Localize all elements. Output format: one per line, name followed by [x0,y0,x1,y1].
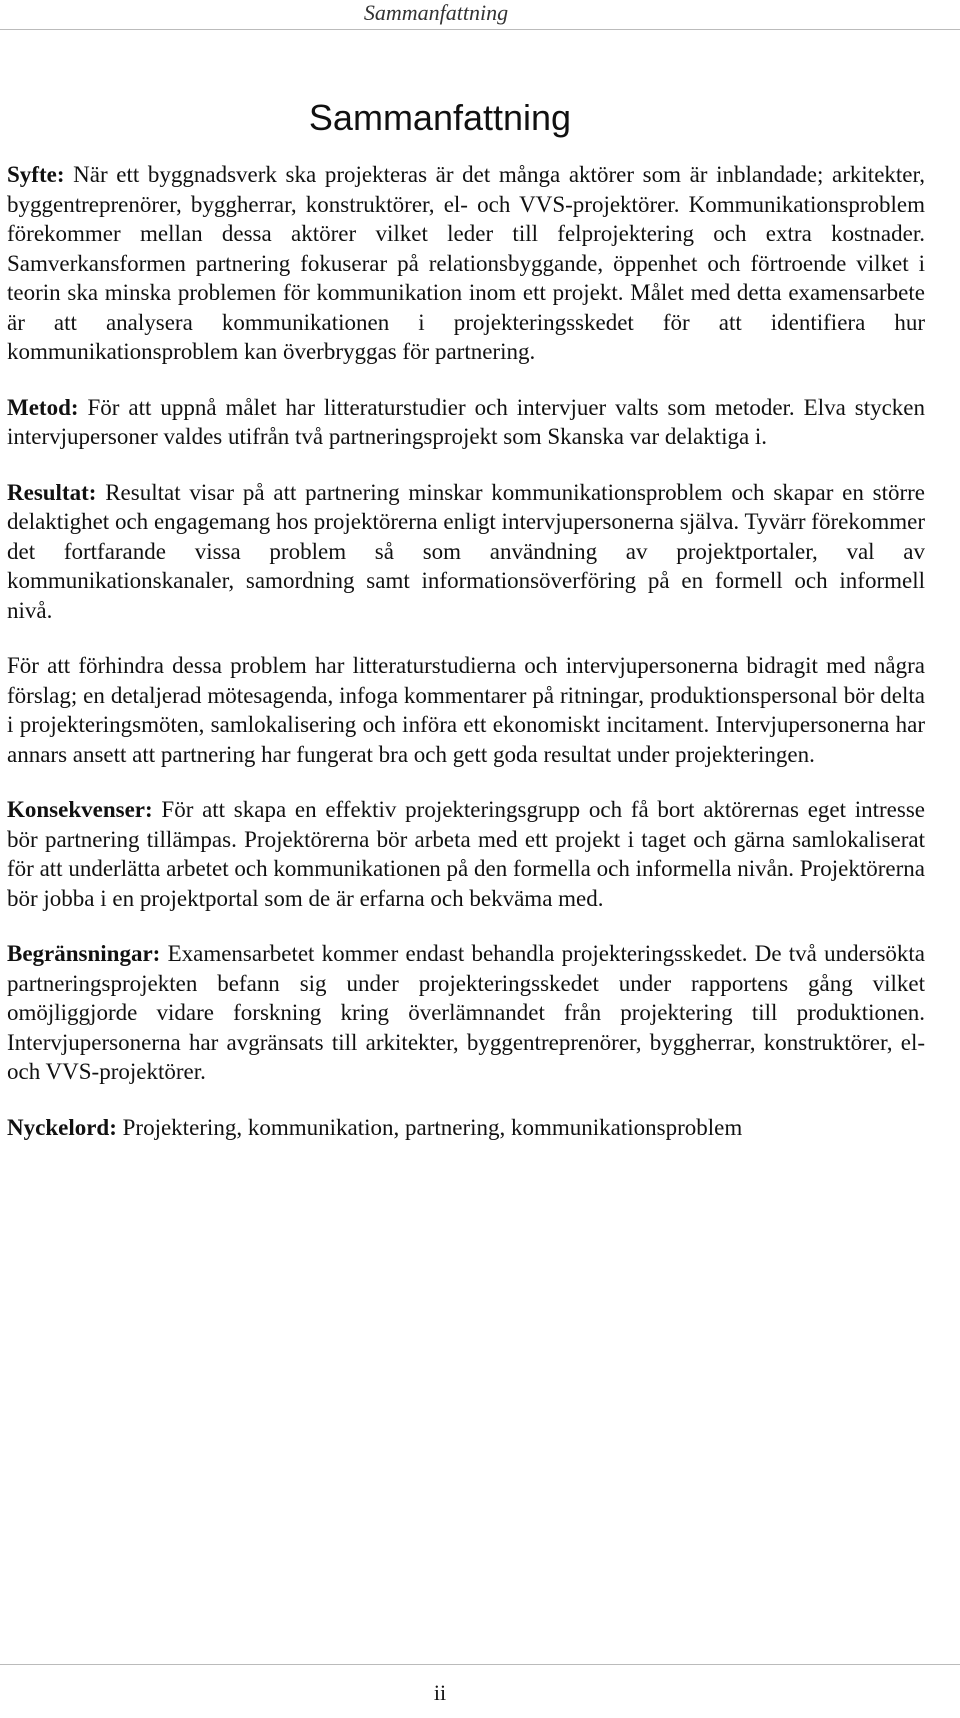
abstract-body [7,160,925,1142]
page-footer [0,1664,960,1718]
section-label-metod: Metod: [7,394,79,420]
section-syfte [7,160,925,367]
section-text-resultat-continued: För att förhindra dessa problem har litteraturstudierna och intervjupersonerna bidragit med några förslag; en detaljerad mötesagenda, infoga kommentarer på ritningar, produktionspersonal bör delta i projekteringsmöten, samlokalisering och införa ett ekonomiskt incitament. Intervjupersonerna har annars ansett att partnering har fungerat bra och gett goda resultat under projekteringen. [7,653,925,767]
section-metod [7,393,925,452]
running-header [0,0,960,30]
page-title [0,96,960,140]
running-header-title: Sammanfattning [363,0,509,25]
section-label-konsekvenser: Konsekvenser: [7,797,153,822]
section-label-syfte: Syfte: [7,162,65,187]
section-text-syfte: När ett byggnadsverk ska projekteras är det många aktörer som är inblandade; arkitekter, byggentreprenörer, byggherrar, konstruktörer, el- och VVS-projektörer. Kommunikationsproblem förekommer mellan dessa aktörer vilket leder till felprojektering och extra kostnader. Samverkansformen partnering fokuserar på relationsbyggande, öppenhet och förtroende vilket i teorin ska minska problemen för kommunikation inom ett projekt. Målet med detta examensarbete är att analysera kommunikationen i projekteringsskedet för att identifiera hur kommunikationsproblem kan överbryggas för partnering. [7,162,925,364]
section-konsekvenser [7,795,925,913]
section-begransningar [7,939,925,1087]
section-text-resultat: Resultat visar på att partnering minskar kommunikationsproblem och skapar en större delaktighet och engagemang hos projektörerna enligt intervjupersonerna själva. Tyvärr förekommer det fortfarande vissa problem så som användning av projektportaler, val av kommunikationskanaler, samordning samt informationsöverföring på en formell och informell nivå. [7,479,925,623]
page-title-text: Sammanfattning [308,97,572,138]
section-text-konsekvenser: För att skapa en effektiv projekteringsgrupp och få bort aktörernas eget intresse bör partnering tillämpas. Projektörerna bör arbeta med ett projekt i taget och gärna samlokaliserat för att underlätta arbetet och kommunikationen på den formella och informella nivån. Projektörerna bör jobba i en projektportal som de är erfarna och bekväma med. [7,797,926,911]
section-label-resultat: Resultat: [7,479,97,505]
section-text-begransningar: Examensarbetet kommer endast behandla projekteringsskedet. De två undersökta partneringsprojekten befann sig under projekteringsskedet under rapportens gång vilket omöjliggjorde vidare forskning kring överlämnandet från projektering till produktionen. Intervjupersonerna har avgränsats till arkitekter, byggentreprenörer, byggherrar, konstruktörer, el- och VVS-projektörer. [7,941,926,1084]
section-label-begransningar: Begränsningar: [7,941,161,966]
section-resultat [7,478,925,626]
section-nyckelord [7,1113,925,1143]
section-resultat-continued [7,651,925,769]
section-text-nyckelord: Projektering, kommunikation, partnering, kommunikationsproblem [122,1114,743,1140]
section-text-metod: För att uppnå målet har litteraturstudier och intervjuer valts som metoder. Elva stycken intervjupersoner valdes utifrån två partneringsprojekt som Skanska var delaktiga i. [7,394,926,449]
page-number: ii [433,1680,447,1705]
section-label-nyckelord: Nyckelord: [7,1114,117,1140]
